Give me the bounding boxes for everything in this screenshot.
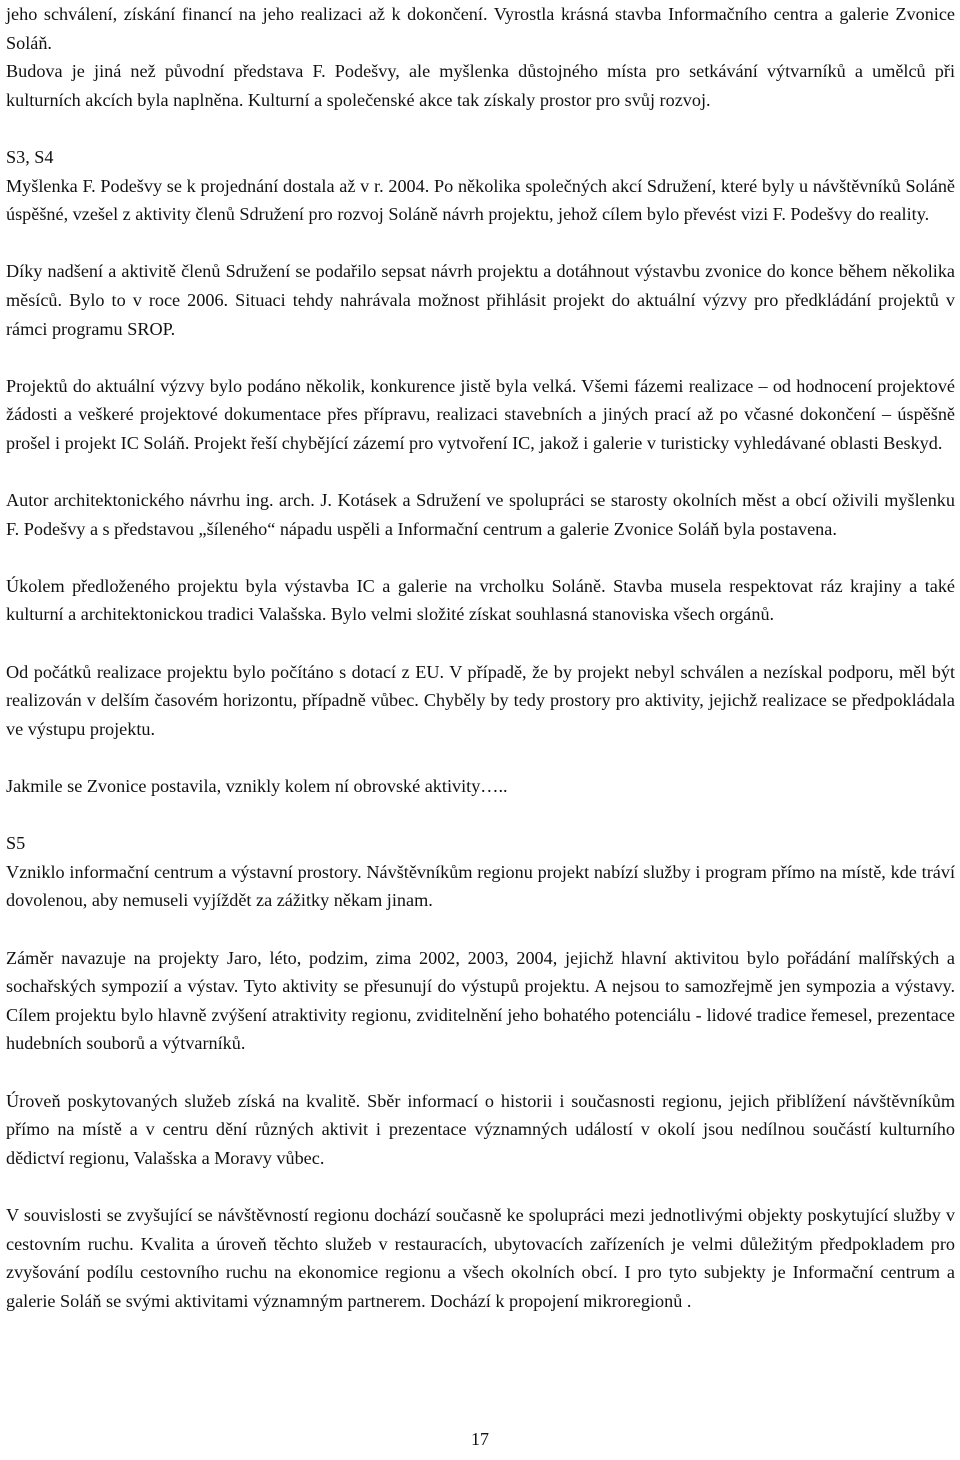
paragraph-intro-end: jeho schválení, získání financí na jeho realizaci až k dokončení. Vyrostla krásná stavba Informačního centra a galerie Zvonice Soláň. <box>6 4 955 53</box>
paragraph-building: Budova je jiná než původní představa F. Podešvy, ale myšlenka důstojného místa pro setkávání výtvarníků a umělců při kulturních akcích byla naplněna. Kulturní a společenské akce tak získaly prostor pro svůj rozvoj. <box>6 61 955 110</box>
paragraph-activities: Jakmile se Zvonice postavila, vznikly kolem ní obrovské aktivity….. <box>6 776 508 797</box>
paragraph-idea-2004: Myšlenka F. Podešvy se k projednání dostala až v r. 2004. Po několika společných akcí Sdružení, které byly u návštěvníků Soláně úspěšné, vzešel z aktivity členů Sdružení pro rozvoj Soláně návrh projektu, jehož cílem bylo převést vizi F. Podešvy do reality. <box>6 175 955 225</box>
paragraph-enthusiasm: Díky nadšení a aktivitě členů Sdružení se podařilo sepsat návrh projektu a dotáhnout výstavbu zvonice do konce během několika měsíců. Bylo to v roce 2006. Situaci tehdy nahrávala možnost přihlásit projekt do aktuální výzvy pro předkládání projektů v rámci programu SROP. <box>6 261 955 339</box>
document-page <box>6 0 955 1315</box>
section-heading-s3-s4: S3, S4 <box>6 146 54 167</box>
paragraph-cooperation: V souvislosti se zvyšující se návštěvností regionu dochází současně ke spolupráci mezi jednotlivými objekty poskytující služby v cestovním ruchu. Kvalita a úroveň těchto služeb v restauracích, ubytovacích zařízeních je velmi důležitým předpokladem pro zvyšování podílu cestovního ruchu na ekonomice regionu a všech okolních obcí. I pro tyto subjekty je Informační centrum a galerie Soláň se svými aktivitami významným partnerem. Dochází k propojení mikroregionů . <box>6 1204 955 1311</box>
paragraph-eu-subsidy: Od počátků realizace projektu bylo počítáno s dotací z EU. V případě, že by projekt nebyl schválen a nezískal podporu, měl být realizován v delším časovém horizontu, případně vůbec. Chyběly by tedy prostory pro aktivity, jejichž realizace se předpokládala ve výstupu projektu. <box>6 661 955 739</box>
paragraph-task: Úkolem předloženého projektu byla výstavba IC a galerie na vrcholku Soláně. Stavba musela respektovat ráz krajiny a také kulturní a architektonickou tradici Valašska. Bylo velmi složité získat souhlasná stanoviska všech orgánů. <box>6 575 955 625</box>
paragraph-architect: Autor architektonického návrhu ing. arch. J. Kotásek a Sdružení ve spolupráci se starosty okolních měst a obcí oživili myšlenku F. Podešvy a s představou „šíleného“ nápadu uspěli a Informační centrum a galerie Zvonice Soláň byla postavena. <box>6 490 955 539</box>
paragraph-info-centre: Vzniklo informační centrum a výstavní prostory. Návštěvníkům regionu projekt nabízí služby i program přímo na místě, kde tráví dovolenou, aby nemuseli vyjíždět za zážitky někam jinam. <box>6 861 955 911</box>
paragraph-competition: Projektů do aktuální výzvy bylo podáno několik, konkurence jistě byla velká. Všemi fázemi realizace – od hodnocení projektové žádosti a veškeré projektové dokumentace přes přípravu, realizaci stavebních a jiných prací až po včasné dokončení – úspěšně prošel i projekt IC Soláň. Projekt řeší chybějící zázemí pro vytvoření IC, jakož i galerie v turisticky vyhledávané oblasti Beskyd. <box>6 375 955 453</box>
paragraph-intent: Záměr navazuje na projekty Jaro, léto, podzim, zima 2002, 2003, 2004, jejichž hlavní aktivitou bylo pořádání malířských a sochařských sympozií a výstav. Tyto aktivity se přesunují do výstupů projektu. A nejsou to samozřejmě jen sympozia a výstavy. Cílem projektu bylo hlavně zvýšení atraktivity regionu, zviditelnění jeho bohatého potenciálu - lidové tradice řemesel, prezentace hudebních souborů a výtvarníků. <box>6 947 955 1054</box>
paragraph-service-level: Úroveň poskytovaných služeb získá na kvalitě. Sběr informací o historii i současnosti regionu, jejich přiblížení návštěvníkům přímo na místě a v centru dění různých aktivit i prezentace významných událostí v okolí jsou nedílnou součástí kulturního dědictví regionu, Valašska a Moravy vůbec. <box>6 1090 955 1168</box>
section-heading-s5: S5 <box>6 833 26 854</box>
page-number: 17 <box>471 1429 489 1449</box>
